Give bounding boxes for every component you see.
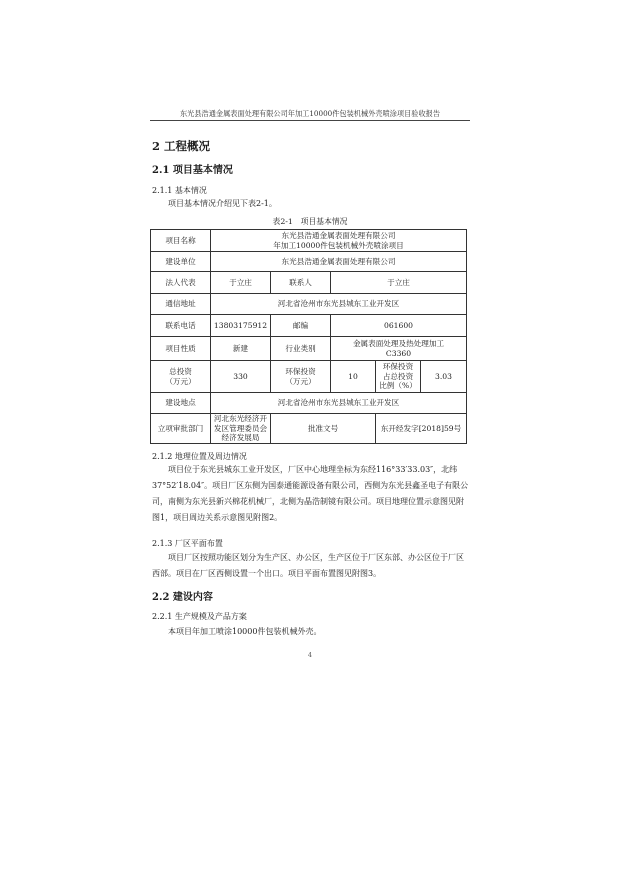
section-2-1-number: 2.1	[152, 165, 170, 176]
table-row	[151, 272, 467, 294]
section-2-1-1-number: 2.1.1	[152, 186, 173, 195]
section-2-1-2-number: 2.1.2	[152, 452, 173, 461]
legal-rep-value: 于立庄	[211, 272, 271, 294]
section-2-1-heading	[152, 161, 233, 176]
site-label: 建设地点	[151, 393, 211, 414]
legal-rep-label: 法人代表	[151, 272, 211, 294]
phone-value: 13803175912	[211, 315, 271, 337]
table-row	[151, 252, 467, 272]
nature-label: 项目性质	[151, 337, 211, 361]
section-2-2-number: 2.2	[152, 592, 170, 603]
approval-no-value: 东开经发字[2018]59号	[376, 414, 467, 444]
section-2-1-1-heading	[152, 185, 207, 196]
approval-no-label: 批准文号	[271, 414, 376, 444]
nature-value: 新建	[211, 337, 271, 361]
env-ratio-label: 环保投资 占总投资 比例（%）	[376, 361, 421, 393]
construction-unit-label: 建设单位	[151, 252, 211, 272]
construction-unit-value: 东光县浩通金属表面处理有限公司	[211, 252, 467, 272]
section-2-2-heading	[152, 588, 213, 603]
table-row	[151, 337, 467, 361]
intro-paragraph: 项目基本情况介绍见下表2-1。	[168, 199, 277, 208]
project-info-table	[150, 229, 467, 444]
section-2-1-3-number: 2.1.3	[152, 539, 173, 548]
approval-dept-label: 立项审批部门	[151, 414, 211, 444]
project-name-value: 东光县浩通金属表面处理有限公司 年加工10000件包装机械外壳喷涂项目	[211, 230, 467, 252]
investment-label: 总投资 （万元）	[151, 361, 211, 393]
running-header: 东光县浩通金属表面处理有限公司年加工10000件包装机械外壳喷涂项目验收报告	[179, 109, 441, 118]
site-value: 河北省沧州市东光县城东工业开发区	[211, 393, 467, 414]
section-2-heading	[152, 138, 210, 154]
section-2-1-2-title: 地理位置及周边情况	[174, 452, 247, 461]
section-2-title: 工程概况	[164, 139, 211, 153]
section-2-1-3-title: 厂区平面布置	[174, 539, 223, 548]
location-paragraph: 项目位于东光县城东工业开发区，厂区中心地理坐标为东经116°33′33.03″，北纬37°52′18.04″。项目厂区东侧为国泰通能源设备有限公司，西侧为东光县鑫圣电子有限公司，南侧为东光县新兴棉花机械厂，北侧为晶浩制镜有限公司。项目地理位置示意图见附图1，项目周边关系示意图见附图2。	[152, 465, 469, 522]
section-2-2-1-heading	[152, 611, 247, 622]
layout-paragraph: 项目厂区按照功能区划分为生产区、办公区，生产区位于厂区东部、办公区位于厂区西部。项目在厂区西侧设置一个出口。项目平面布置图见附图3。	[152, 553, 464, 578]
section-2-2-1-number: 2.2.1	[152, 612, 173, 621]
section-2-1-3-heading	[152, 538, 223, 549]
postcode-value: 061600	[331, 315, 467, 337]
address-label: 通信地址	[151, 294, 211, 315]
page-number: 4	[307, 651, 313, 659]
table-row	[151, 414, 467, 444]
scale-paragraph: 本项目年加工喷涂10000件包装机械外壳。	[168, 627, 322, 636]
section-2-1-2-heading	[152, 451, 247, 462]
address-value: 河北省沧州市东光县城东工业开发区	[211, 294, 467, 315]
section-2-1-title: 项目基本情况	[172, 165, 233, 176]
table-row	[151, 361, 467, 393]
phone-label: 联系电话	[151, 315, 211, 337]
header-rule	[150, 120, 470, 121]
section-2-2-1-title: 生产规模及产品方案	[174, 612, 247, 621]
industry-value: 金属表面处理及热处理加工 C3360	[331, 337, 467, 361]
section-2-2-title: 建设内容	[172, 592, 213, 603]
approval-dept-value: 河北东光经济开 发区管理委员会 经济发展局	[211, 414, 271, 444]
table-caption: 表2-1 项目基本情况	[272, 217, 348, 226]
postcode-label: 邮编	[271, 315, 331, 337]
table-row	[151, 393, 467, 414]
project-name-label: 项目名称	[151, 230, 211, 252]
section-2-number: 2	[152, 139, 161, 153]
contact-value: 于立庄	[331, 272, 467, 294]
section-2-1-1-title: 基本情况	[174, 186, 207, 195]
table-row	[151, 294, 467, 315]
industry-label: 行业类别	[271, 337, 331, 361]
env-investment-label: 环保投资 （万元）	[271, 361, 331, 393]
table-row	[151, 315, 467, 337]
env-ratio-value: 3.03	[421, 361, 467, 393]
contact-label: 联系人	[271, 272, 331, 294]
env-investment-value: 10	[331, 361, 376, 393]
investment-value: 330	[211, 361, 271, 393]
table-row	[151, 230, 467, 252]
